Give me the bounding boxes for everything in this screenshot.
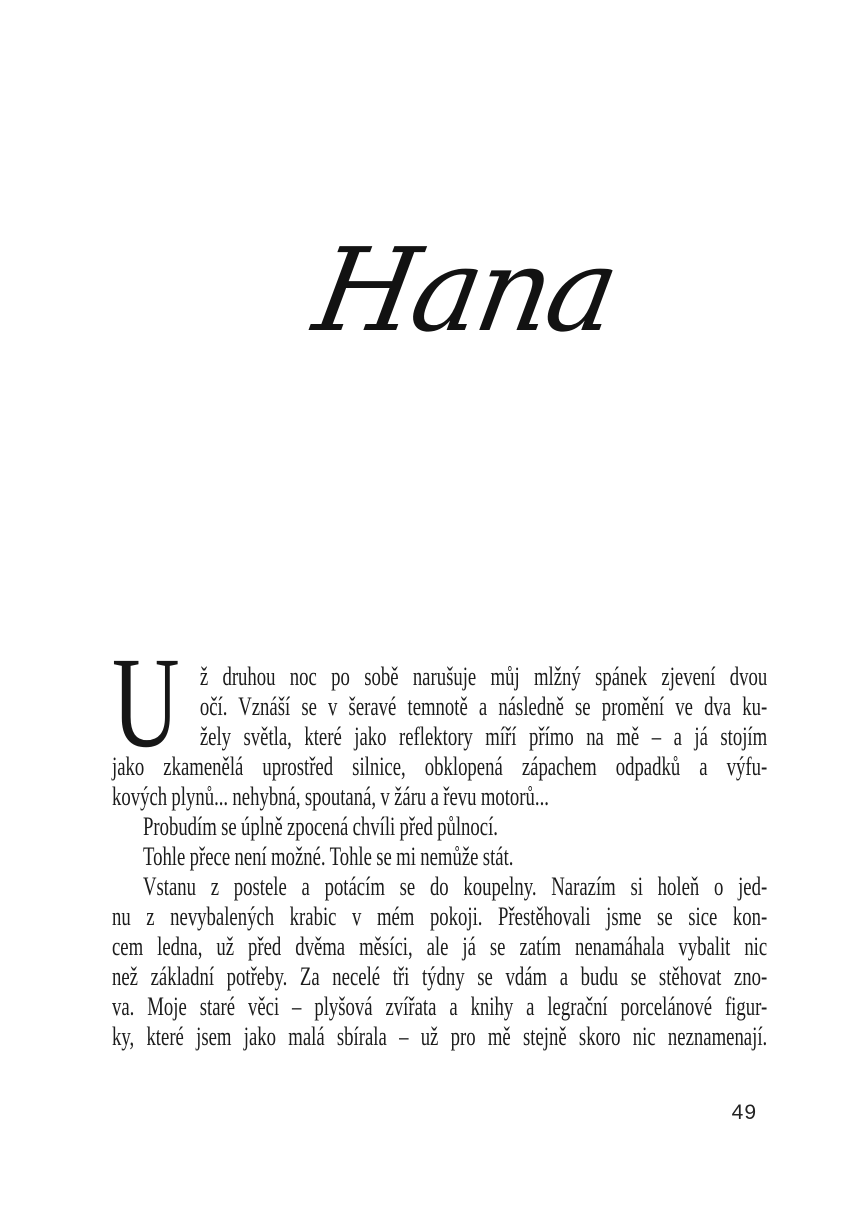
text-line: va. Moje staré věci – plyšová zvířata a knihy a legrační porcelánové figur- [112,992,768,1021]
drop-cap: U [112,631,180,775]
text-line: Probudím se úplně zpocená chvíli před půlnocí. [142,812,498,841]
chapter-title: Hana [305,224,625,358]
text-line: očí. Vznáší se v šeravé temnotě a následně se promění ve dva ku- [199,692,768,721]
page-number: 49 [731,1101,757,1124]
text-line: cem ledna, už před dvěma měsíci, ale já se zatím nenamáhala vybalit nic [112,932,768,961]
text-line: ž druhou noc po sobě narušuje můj mlžný spánek zjevení dvou [199,662,768,691]
text-line: ky, které jsem jako malá sbírala – už pro mě stejně skoro nic neznamenají. [112,1022,768,1051]
text-line: nu z nevybalených krabic v mém pokoji. Přestěhovali jsme se sice kon- [112,902,768,931]
text-line: jako zkamenělá uprostřed silnice, obklopená zápachem odpadků a výfu- [112,752,768,781]
text-line: než základní potřeby. Za necelé tři týdny se vdám a budu se stěhovat zno- [112,962,768,991]
text-line: kových plynů... nehybná, spoutaná, v žáru a řevu motorů... [112,782,549,811]
text-line: Vstanu z postele a potácím se do koupelny. Narazím si holeň o jed- [142,872,768,901]
text-line: žely světla, které jako reflektory míří přímo na mě – a já stojím [199,722,768,751]
body-text [112,631,768,1052]
text-line: Tohle přece není možné. Tohle se mi nemůže stát. [142,842,514,871]
